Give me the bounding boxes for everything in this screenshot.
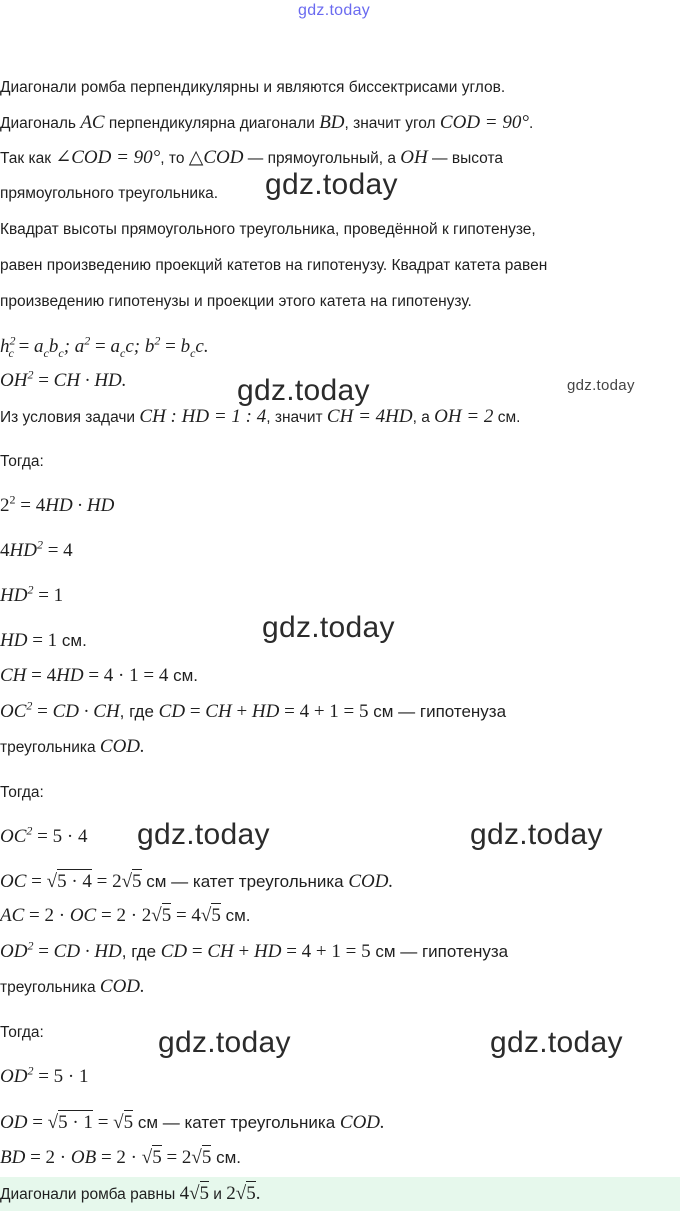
formula-2: $4HD^2 = 4$: [0, 537, 73, 561]
text-line-7: [0, 285, 680, 319]
formula-hc: $h^2_c = a_cb_c$; $a^2 = a_cc$; $b^2 = b_cc$.: [0, 333, 209, 360]
text: , значит: [266, 409, 327, 426]
text: , а: [412, 409, 435, 426]
text-triangle-2: треугольника COD.: [0, 976, 145, 997]
text: произведению гипотенузы и проекции этого катета на гипотенузу.: [0, 293, 472, 310]
math: OH: [400, 147, 428, 168]
text: , значит угол: [344, 115, 440, 132]
math: ∠COD = 90°: [55, 147, 161, 168]
formula-oh: $OH^2$ = CH · HD.: [0, 367, 127, 391]
formula-6: $OC^2$ = CD · CH, где CD = CH + HD = 4 + 1 = 5 см — гипотенуза: [0, 698, 507, 722]
text: прямоугольного треугольника.: [0, 185, 219, 202]
math: CH = 4HD: [326, 406, 413, 427]
text: см — катет треугольника: [141, 872, 349, 891]
formula-5: CH = 4HD = 4 · 1 = 4 см.: [0, 665, 198, 686]
math: AC: [80, 112, 105, 133]
formula-10: $OD^2$ = CD · HD, где CD = CH + HD = 4 + 1 = 5 см — гипотенуза: [0, 938, 509, 962]
text-triangle-1: треугольника COD.: [0, 736, 145, 757]
text-line-5: [0, 213, 680, 247]
text: , то: [160, 150, 189, 167]
formula-7: $OC^2 = 5 \cdot 4$: [0, 823, 88, 847]
math: BD: [319, 112, 345, 133]
text: Диагональ: [0, 115, 81, 132]
text-line-condition: [0, 400, 680, 434]
formula-3: $HD^2 = 1$: [0, 582, 64, 606]
text: Из условия задачи: [0, 409, 140, 426]
text: см — гипотенуза: [368, 702, 507, 721]
formula-13: BD = 2 · OB = 2 · √5 = 2√5 см.: [0, 1147, 241, 1168]
watermark: gdz.today: [265, 168, 398, 201]
sentence: Диагонали ромба перпендикулярны и являются биссектрисами углов.: [0, 79, 506, 96]
text: треугольника: [0, 739, 100, 756]
text: Тогда:: [0, 1024, 44, 1041]
text: Диагонали ромба равны: [0, 1186, 180, 1203]
math: OH = 2: [434, 406, 494, 427]
watermark-top: gdz.today: [298, 2, 371, 19]
text: см — катет треугольника: [133, 1113, 340, 1132]
text: , где: [119, 702, 159, 721]
text: Тогда:: [0, 784, 44, 801]
formula-4: HD = 1 см.: [0, 630, 87, 651]
watermark: gdz.today: [237, 374, 370, 407]
formula-12: OD = √5 · 1 = √5 см — катет треугольника COD.: [0, 1112, 385, 1133]
text: — высота: [427, 150, 503, 167]
formula-9: AC = 2 · OC = 2 · 2√5 = 4√5 см.: [0, 905, 251, 926]
text-then-2: [0, 776, 680, 810]
text: см.: [220, 906, 251, 925]
text: перпендикулярна диагонали: [104, 115, 320, 132]
text: равен произведению проекций катетов на гипотенузу. Квадрат катета равен: [0, 257, 548, 274]
text: см.: [168, 666, 198, 685]
text-line-1: [0, 71, 680, 105]
watermark: gdz.today: [470, 818, 603, 851]
math: COD = 90°: [439, 112, 529, 133]
text: и: [209, 1186, 227, 1203]
text-then: [0, 445, 680, 479]
text: см — гипотенуза: [370, 942, 509, 961]
text-line-6: [0, 249, 680, 283]
formula-8: OC = √5 · 4 = 2√5 см — катет треугольника COD.: [0, 871, 394, 892]
watermark: gdz.today: [137, 818, 270, 851]
text: Квадрат высоты прямоугольного треугольника, проведённой к гипотенузе,: [0, 221, 536, 238]
text: .: [528, 115, 534, 132]
formula-1: $2^2 = 4HD$ · HD: [0, 492, 115, 516]
text: , где: [121, 942, 161, 961]
text: треугольника: [0, 979, 100, 996]
text: Тогда:: [0, 453, 44, 470]
math: △COD: [188, 147, 244, 168]
text: см.: [57, 631, 87, 650]
watermark-small: gdz.today: [567, 377, 635, 394]
text: см.: [211, 1148, 241, 1167]
text-line-2: [0, 106, 680, 140]
text: см.: [493, 409, 521, 426]
math: CH : HD = 1 : 4: [139, 406, 267, 427]
watermark: gdz.today: [158, 1026, 291, 1059]
watermark: gdz.today: [490, 1026, 623, 1059]
watermark: gdz.today: [262, 611, 395, 644]
formula-11: $OD^2 = 5 \cdot 1$: [0, 1063, 89, 1087]
text: Так как: [0, 150, 56, 167]
text: — прямоугольный, а: [243, 150, 401, 167]
answer-line: Диагонали ромба равны 4√5 и 2√5.: [0, 1183, 261, 1204]
